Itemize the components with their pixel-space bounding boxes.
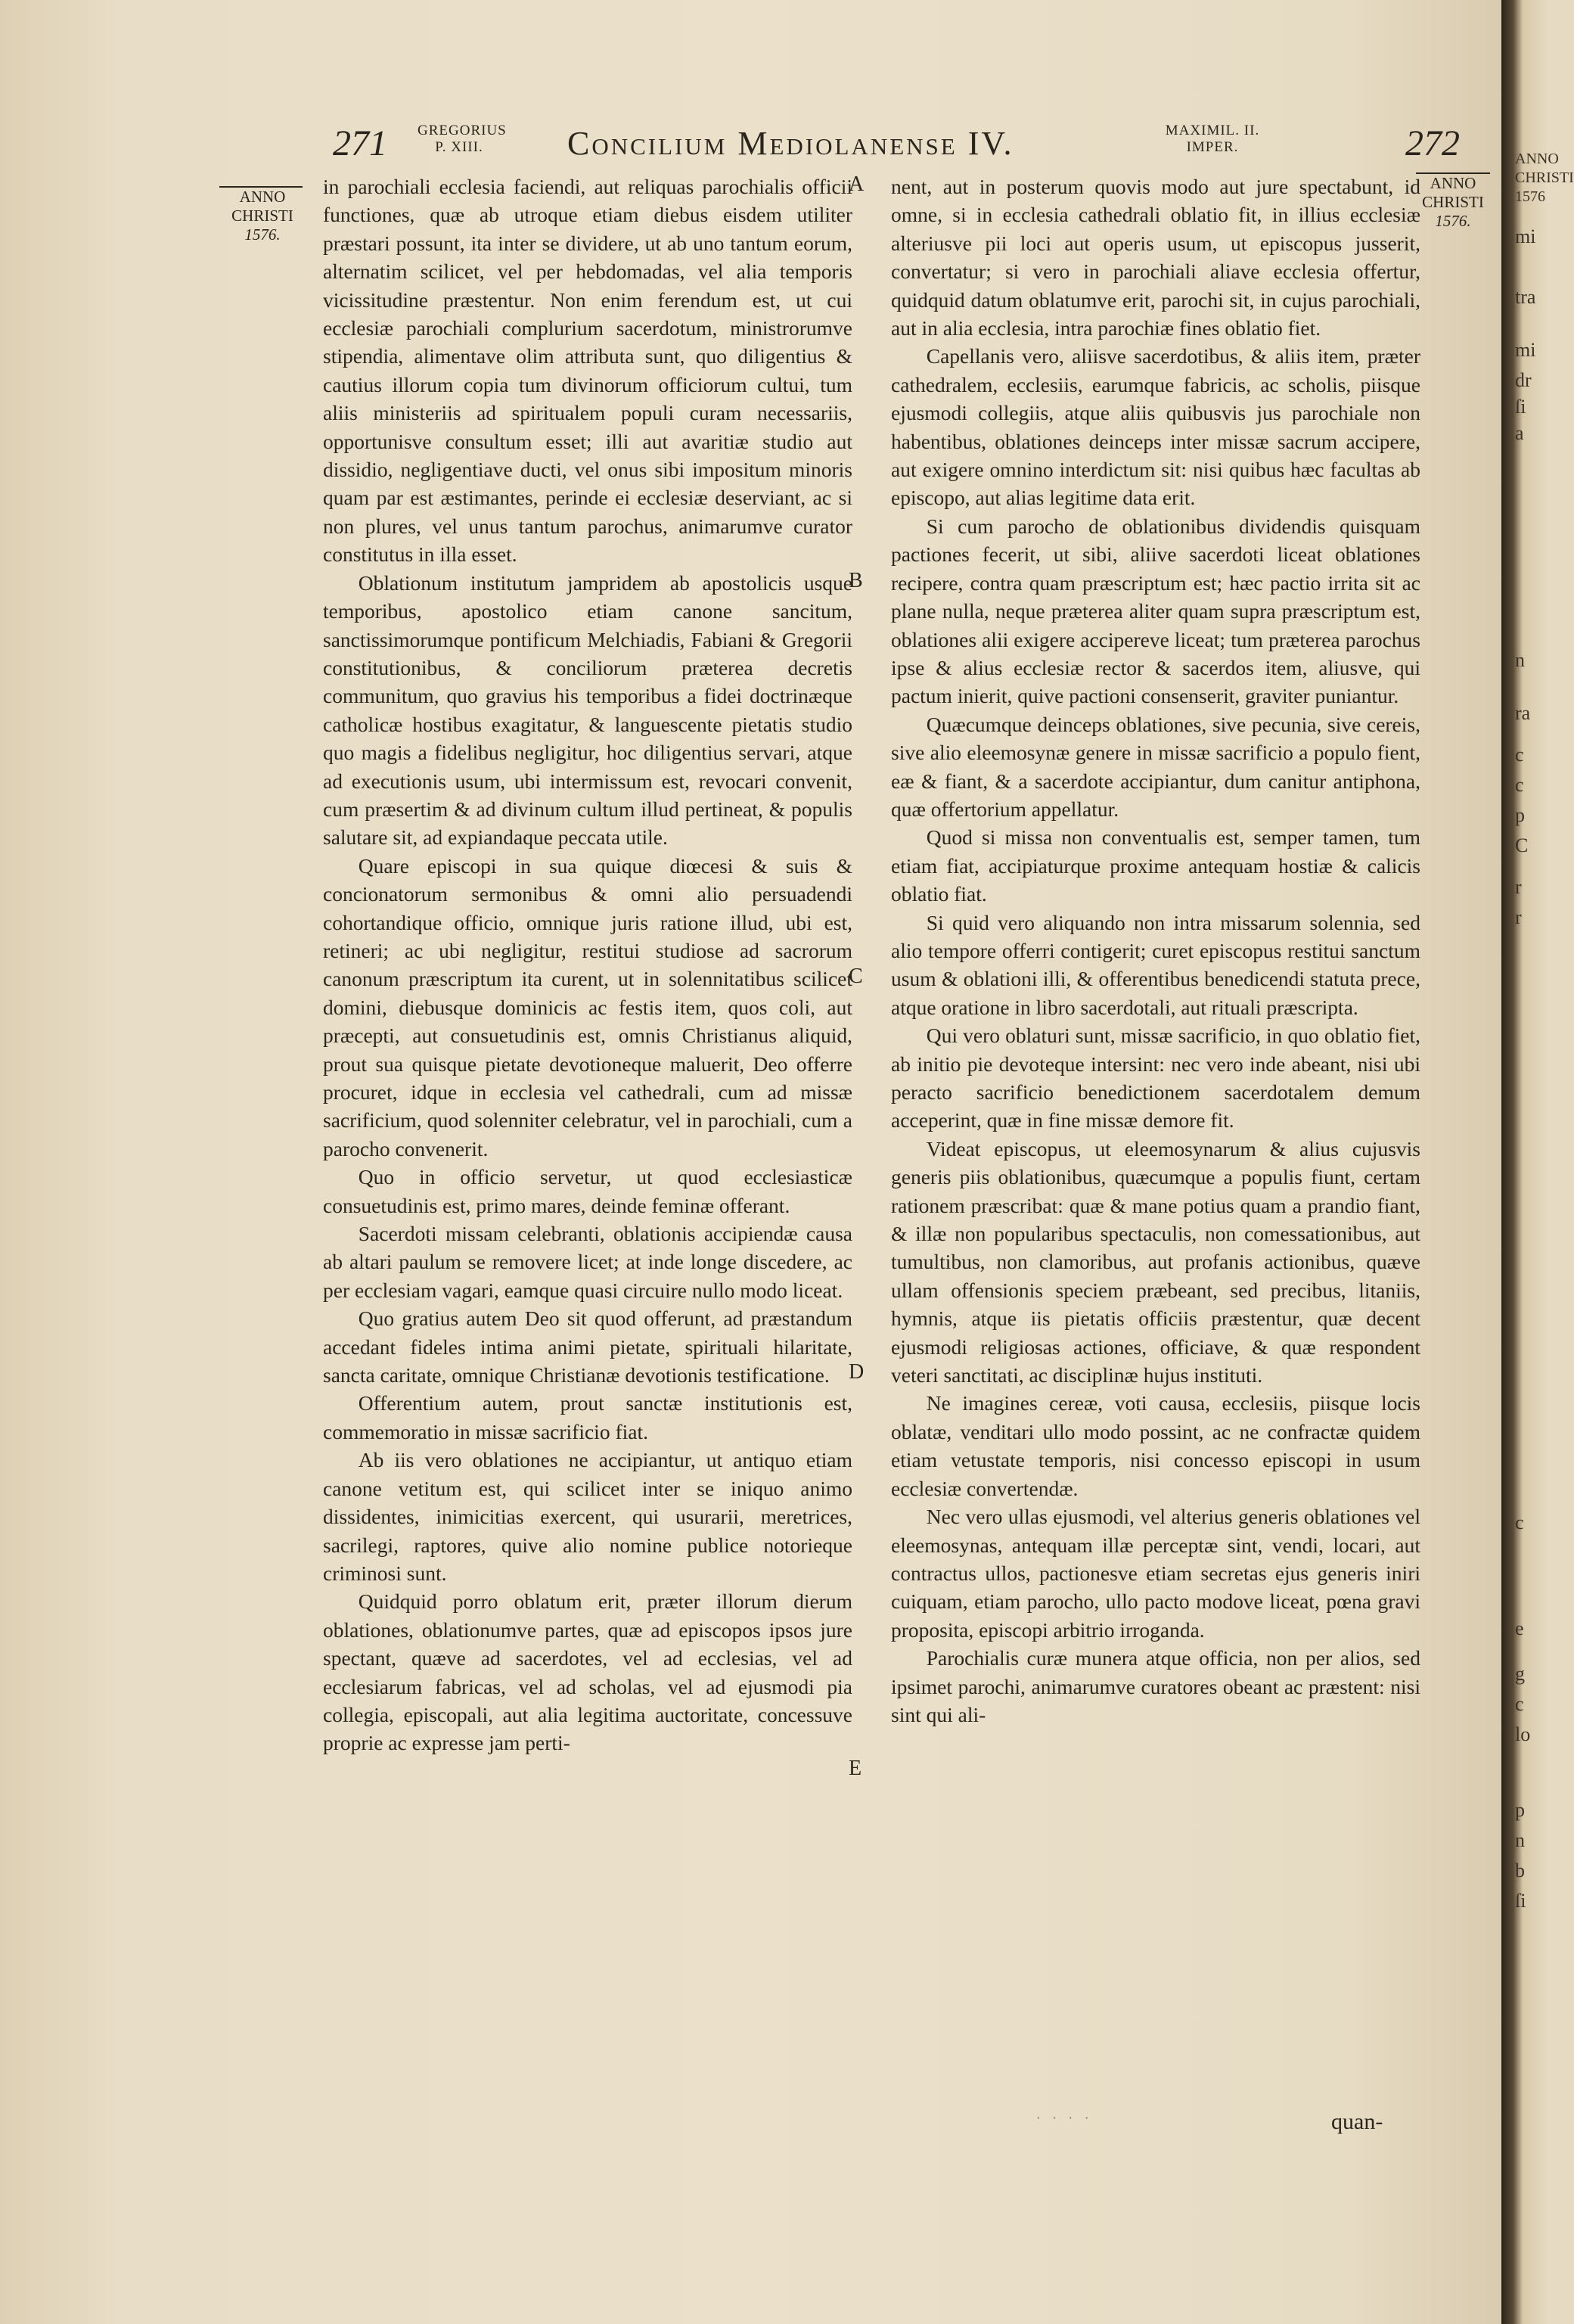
right-paragraph-10: Nec vero ullas ejusmodi, vel alterius generis oblationes vel eleemosynas, antequam illæ perceptæ sint, vendi, locari, aut contractus ullos, pactionesve etiam secretas ejus generis iniri cuiquam, etiam parocho, ullo pacto modove liceat, pœna gravi proposita, episcopi arbitrio irroganda.	[891, 1505, 1420, 1642]
gutter-fragment-20: g	[1515, 1663, 1525, 1685]
left-running-subtitle	[418, 123, 507, 156]
section-marker-e: E	[849, 1757, 862, 1780]
section-marker-b: B	[849, 569, 863, 592]
left-paragraph-5: Sacerdoti missam celebranti, oblationis accipiendæ causa ab altari paulum se removere licet; at inde longe discedere, ac per ecclesiam vagari, eamque quasi circuire nullo modo liceat.	[323, 1222, 852, 1302]
right-page-number: 272	[1405, 123, 1460, 163]
right-running-subtitle	[1156, 123, 1269, 156]
right-paragraph-11: Parochialis curæ munera atque officia, non per alios, sed ipsimet parochi, animarumve curatores obeant ac præstent: nisi sint qui ali-	[891, 1646, 1420, 1726]
section-marker-c: C	[849, 965, 863, 988]
left-text-column	[323, 172, 852, 1757]
gutter-fragment-25: b	[1515, 1860, 1525, 1881]
gutter-fragment-15: C	[1515, 834, 1529, 856]
section-marker-d: D	[849, 1360, 865, 1384]
right-paragraph-5: Quod si missa non conventualis est, semper tamen, tum etiam fiat, accipiaturque proxime antequam hostiæ & calicis oblatio fiat.	[891, 825, 1420, 906]
margin-note-right	[1408, 174, 1498, 231]
gutter-fragment-17: r	[1515, 906, 1522, 928]
left-paragraph-2: Oblationum institutum jampridem ab apostolicis usque temporibus, apostolico etiam canone sancitum, sanctissimorumque pontificum Melchiadis, Fabiani & Gregorii constitutionibus, & conciliorum præterea decretis communitum, quo gravius his temporibus a fidei doctrinæque catholicæ hostibus exagitatur, & languescente pietatis studio quo magis a fidelibus negligitur, hoc diligentius servari, atque ad executionis usum, ubi intermissum est, revocari convenit, cum præsertim & ad divinum cultum illud pertineat, & populis salutare sit, ad expiandaque peccata utile.	[323, 570, 852, 850]
margin-note-left-line3: 1576.	[244, 225, 281, 244]
gutter-fragment-7: dr	[1515, 369, 1532, 391]
running-header	[318, 113, 1460, 174]
margin-note-left	[213, 188, 312, 244]
gutter-fragment-14: p	[1515, 804, 1525, 826]
gutter-fragment-19: e	[1515, 1617, 1524, 1639]
margin-note-right-line3: 1576.	[1435, 212, 1471, 230]
gutter-fragment-3: 1576	[1515, 188, 1545, 205]
gutter-fragment-26: ſi	[1515, 1890, 1526, 1912]
gutter-fragment-23: p	[1515, 1799, 1525, 1821]
section-marker-a: A	[849, 172, 865, 196]
margin-note-left-line1: ANNO	[239, 188, 286, 206]
gutter-fragment-21: c	[1515, 1693, 1524, 1715]
right-paragraph-1: nent, aut in posterum quovis modo aut jure spectabunt, id omne, si in ecclesia cathedrali oblatio fit, in illius ecclesiæ alteriusve pii loci aut operis usum, ut episcopus jusserit, convertatur; si vero in parochiali aliave ecclesia offertur, quidquid datum oblatumve erit, parochi sit, in cujus parochiali, aut in alia ecclesia, intra parochiæ fines oblatio fiet.	[891, 175, 1420, 340]
gutter-fragment-22: lo	[1515, 1723, 1531, 1745]
left-paragraph-9: Quidquid porro oblatum erit, præter illorum dierum oblationes, oblationumve partes, quæ ad episcopos ipsos jure spectant, quæve ad sacerdotes, vel ad ecclesias, vel ad ecclesiarum fabricas, vel ad scholas, vel ad ejusmodi pia collegia, episcopali, aut alia legitima auctoritate, concessuve proprie ac expresse jam perti-	[323, 1589, 852, 1755]
right-subtitle-line1: MAXIMIL. II.	[1165, 123, 1260, 138]
margin-note-right-line1: ANNO	[1430, 174, 1476, 192]
left-paragraph-7: Offerentium autem, prout sanctæ institutionis est, commemoratio in missæ sacrificio fiat.	[323, 1391, 852, 1443]
gutter-fragment-12: c	[1515, 744, 1524, 766]
gutter-fragment-4: mi	[1515, 225, 1536, 247]
gutter-fragment-16: r	[1515, 876, 1522, 898]
right-subtitle-line2: IMPER.	[1186, 139, 1239, 155]
margin-note-left-line2: CHRISTI	[231, 207, 293, 225]
right-paragraph-3: Si cum parocho de oblationibus dividendis quisquam pactiones fecerit, ut sibi, aliive sacerdoti liceat oblationes recipere, contra quam præscriptum est; hæc pactio irrita sit ac plane nulla, neque præterea aliter quam supra præscriptum est, oblationes alii exigere accipereve liceat; tum præterea parochus ipse & alius ecclesiæ rector & sacerdos item, aliusve, qui pactum inierit, quive pactioni consenserit, graviter puniantur.	[891, 514, 1420, 708]
gutter-fragment-9: a	[1515, 422, 1524, 444]
left-subtitle-line2: P. XIII.	[435, 139, 483, 155]
gutter-fragment-11: ra	[1515, 702, 1531, 724]
right-paragraph-9: Ne imagines cereæ, voti causa, ecclesiis, piisque locis oblatæ, venditari ullo modo possint, ac ne confractæ quidem etiam vetustate temporis, nisi concesso episcopi in usum ecclesiæ convertendæ.	[891, 1391, 1420, 1500]
left-paragraph-8: Ab iis vero oblationes ne accipiantur, ut antiquo etiam canone vetitum est, qui scilicet inter se iniquo animo dissidentes, inimicitias exercent, qui usurarii, meretrices, sacrilegi, raptores, quive alio nomine publice notorieque criminosi sunt.	[323, 1448, 852, 1585]
printer-mark: · · · ·	[1036, 2112, 1094, 2125]
left-paragraph-4: Quo in officio servetur, ut quod ecclesiasticæ consuetudinis est, primo mares, deinde feminæ offerant.	[323, 1165, 852, 1217]
gutter-fragment-10: n	[1515, 649, 1525, 671]
gutter-fragment-5: tra	[1515, 286, 1536, 308]
gutter-fragment-13: c	[1515, 774, 1524, 796]
right-paragraph-6: Si quid vero aliquando non intra missarum solennia, sed alio tempore offerri contigerit; curet episcopus restitui sanctum usum & oblationi illi, & offerentibus benedicendi statuta prece, atque oratione in libro sacerdotali, aut rituali præscripta.	[891, 910, 1420, 1019]
right-paragraph-8: Videat episcopus, ut eleemosynarum & alius cujusvis generis piis oblationibus, quæcumque a populis fiunt, certam rationem præscribat: quæ & mane potius quam a prandio fiant, & illæ non popularibus spectaculis, non comessationibus, aut tumultibus, non clamoribus, aut profanis actionibus, quæve ullam offensionis speciem præbeant, sed precibus, litaniis, hymnis, atque iis pietatis officiis præstentur, quæ decent ejusmodi religiosas actiones, officiave, & quæ respondent veteri sanctitati, ac disciplinæ hujus instituti.	[891, 1136, 1420, 1387]
left-subtitle-line1: GREGORIUS	[418, 123, 507, 138]
page-title: Concilium Mediolanense IV.	[567, 125, 1014, 162]
right-text-column	[891, 172, 1420, 1729]
gutter-fragment-24: n	[1515, 1829, 1525, 1851]
gutter-fragment-8: ſi	[1515, 396, 1526, 418]
adjacent-page-gutter	[1501, 0, 1574, 2324]
right-paragraph-7: Qui vero oblaturi sunt, missæ sacrificio, in quo oblatio fiet, ab initio pie devoteque intersint: nec vero inde abeant, nisi ubi peracto sacrificio benedictionem sacerdotalem demum acceperint, quæ in fine missæ demore fit.	[891, 1024, 1420, 1132]
left-paragraph-3: Quare episcopi in sua quique diœcesi & suis & concionatorum sermonibus & omni alio persuadendi cohortandique officio, omnique juris ratione illud, ubi est, retineri; ac ubi negligitur, restitui studiose ad sacrorum canonum præscriptum ita curent, ut in solennitatibus scilicet domini, diebusque dominicis ac festis item, quos coli, aut præcepti, aut consuetudinis est, omnis Christianus aliquid, prout sua quisque pietate devotioneque maluerit, Deo offerre procuret, idque in ecclesia vel cathedrali, cum ad missæ sacrificium, quod solenniter celebratur, vel in parochiali, cum a parocho convenerit.	[323, 853, 852, 1160]
margin-note-right-line2: CHRISTI	[1422, 193, 1484, 211]
left-paragraph-6: Quo gratius autem Deo sit quod offerunt, ad præstandum accedant fideles intima animi pietate, spirituali hilaritate, sancta caritate, omnique Christianæ devotionis testificatione.	[323, 1306, 852, 1387]
right-paragraph-2: Capellanis vero, aliisve sacerdotibus, & aliis item, præter cathedralem, ecclesiis, earumque fabricis, ac scholis, piisque ejusmodi collegiis, atque aliis quibusvis jus parochiale non habentibus, oblationes deinceps inter missæ sacrum accipere, aut exigere omnino interdictum sit: nisi quibus hæc facultas ab episcopo, aut alias legitime data erit.	[891, 344, 1420, 510]
left-paragraph-1: in parochiali ecclesia faciendi, aut reliquas parochialis officii functiones, quæ ab utroque etiam diebus eisdem utiliter præstari possunt, ita inter se dividere, ut ab uno tantum eorum, alternatim scilicet, vel per hebdomadas, vel alia temporis vicissitudine præstentur. Non enim ferendum est, ut cui ecclesiæ parochiali complurium sacerdotum, ministrorumve stipendia, alimentave olim attributa sunt, quo diligentius & cautius illorum copia tum divinorum officiorum cultui, tum aliis ministeriis ad spiritualem populi curam necessariis, opportunisve consultum esset; illi aut avaritiæ studio aut dissidio, negligentiave ducti, vel onus sibi impositum minoris quam par est æstimantes, perinde ei ecclesiæ deserviant, ac si non plures, vel unus tantum parochus, animarumve curator constitutus in illa esset.	[323, 175, 852, 567]
gutter-fragment-6: mi	[1515, 339, 1536, 361]
catchword: quan-	[1331, 2109, 1383, 2134]
right-paragraph-4: Quæcumque deinceps oblationes, sive pecunia, sive cereis, sive alio eleemosynæ genere in missæ sacrificio a populo fient, eæ & fiant, & a sacerdote accipiantur, dum canitur antiphona, quæ offertorium appellatur.	[891, 712, 1420, 821]
gutter-fragment-18: c	[1515, 1512, 1524, 1533]
gutter-fragment-1: ANNO	[1515, 151, 1559, 167]
gutter-fragment-2: CHRISTI	[1515, 169, 1574, 186]
left-page-number: 271	[333, 123, 387, 163]
